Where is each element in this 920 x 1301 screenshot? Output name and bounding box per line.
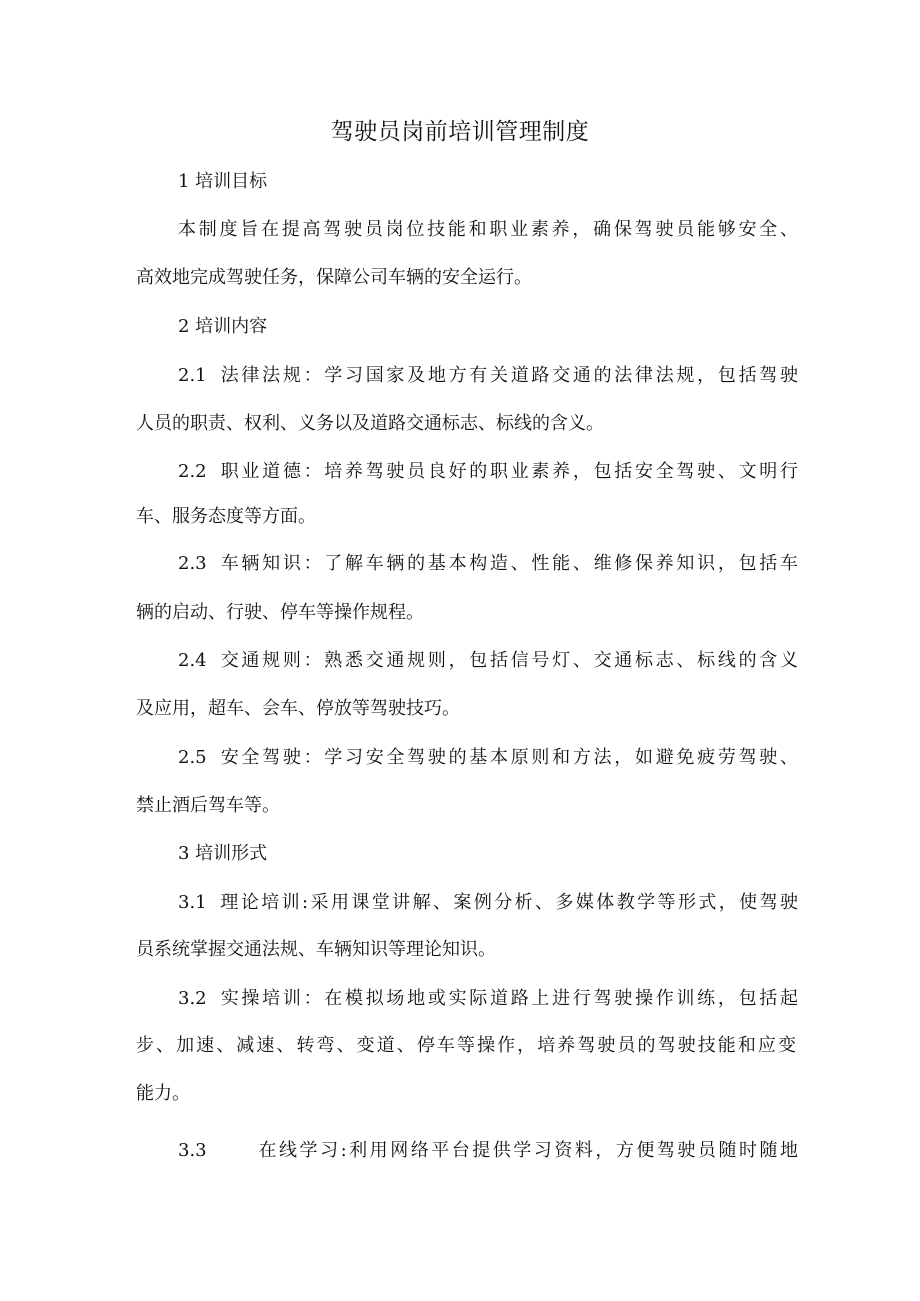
item-3-2-line-2: 步、加速、减速、转弯、变道、停车等操作，培养驾驶员的驾驶技能和应变 <box>136 1035 796 1056</box>
item-2-5-number: 2.5 <box>178 747 207 768</box>
item-2-1-line-2: 人员的职责、权利、义务以及道路交通标志、标线的含义。 <box>136 413 604 434</box>
item-2-5-line-1 <box>178 738 798 778</box>
section-1-paragraph-line-1: 本制度旨在提高驾驶员岗位技能和职业素养，确保驾驶员能够安全、 <box>178 219 798 240</box>
item-3-1-line-2: 员系统掌握交通法规、车辆知识等理论知识。 <box>136 939 496 960</box>
item-3-2-line-1 <box>178 979 798 1019</box>
document-title: 驾驶员岗前培训管理制度 <box>330 119 590 145</box>
item-3-1-number: 3.1 <box>178 892 207 913</box>
item-3-3-text: 在线学习:利用网络平台提供学习资料，方便驾驶员随时随地 <box>256 1140 798 1161</box>
section-heading-3: 3 培训形式 <box>178 843 268 864</box>
item-2-4-text: 交通规则：熟悉交通规则，包括信号灯、交通标志、标线的含义 <box>218 650 798 671</box>
item-2-4-number: 2.4 <box>178 650 207 671</box>
item-2-1-text: 法律法规：学习国家及地方有关道路交通的法律法规，包括驾驶 <box>218 365 798 386</box>
item-2-2-number: 2.2 <box>178 461 207 482</box>
item-2-2-text: 职业道德：培养驾驶员良好的职业素养，包括安全驾驶、文明行 <box>218 461 798 482</box>
item-3-2-text: 实操培训：在模拟场地或实际道路上进行驾驶操作训练，包括起 <box>218 988 798 1009</box>
item-3-1-line-1 <box>178 883 798 923</box>
item-2-3-line-2: 辆的启动、行驶、停车等操作规程。 <box>136 602 424 623</box>
item-2-2-line-1 <box>178 452 798 492</box>
item-2-5-line-2: 禁止酒后驾车等。 <box>136 795 280 816</box>
section-heading-1: 1 培训目标 <box>178 171 268 192</box>
item-2-3-number: 2.3 <box>178 553 207 574</box>
item-3-1-text: 理论培训:采用课堂讲解、案例分析、多媒体教学等形式，使驾驶 <box>218 892 798 913</box>
item-3-2-line-3: 能力。 <box>136 1083 190 1104</box>
item-3-2-number: 3.2 <box>178 988 207 1009</box>
item-2-2-line-2: 车、服务态度等方面。 <box>136 506 316 527</box>
item-2-1-line-1 <box>178 356 798 396</box>
item-2-4-line-2: 及应用，超车、会车、停放等驾驶技巧。 <box>136 698 460 719</box>
item-2-3-text: 车辆知识：了解车辆的基本构造、性能、维修保养知识，包括车 <box>218 553 798 574</box>
item-2-5-text: 安全驾驶：学习安全驾驶的基本原则和方法，如避免疲劳驾驶、 <box>218 747 798 768</box>
item-3-3-number: 3.3 <box>178 1140 207 1161</box>
item-2-3-line-1 <box>178 544 798 584</box>
item-3-3-line-1 <box>178 1131 798 1171</box>
item-2-1-number: 2.1 <box>178 365 207 386</box>
section-heading-2: 2 培训内容 <box>178 316 268 337</box>
section-1-paragraph-line-2: 高效地完成驾驶任务，保障公司车辆的安全运行。 <box>136 267 532 288</box>
item-2-4-line-1 <box>178 641 798 681</box>
